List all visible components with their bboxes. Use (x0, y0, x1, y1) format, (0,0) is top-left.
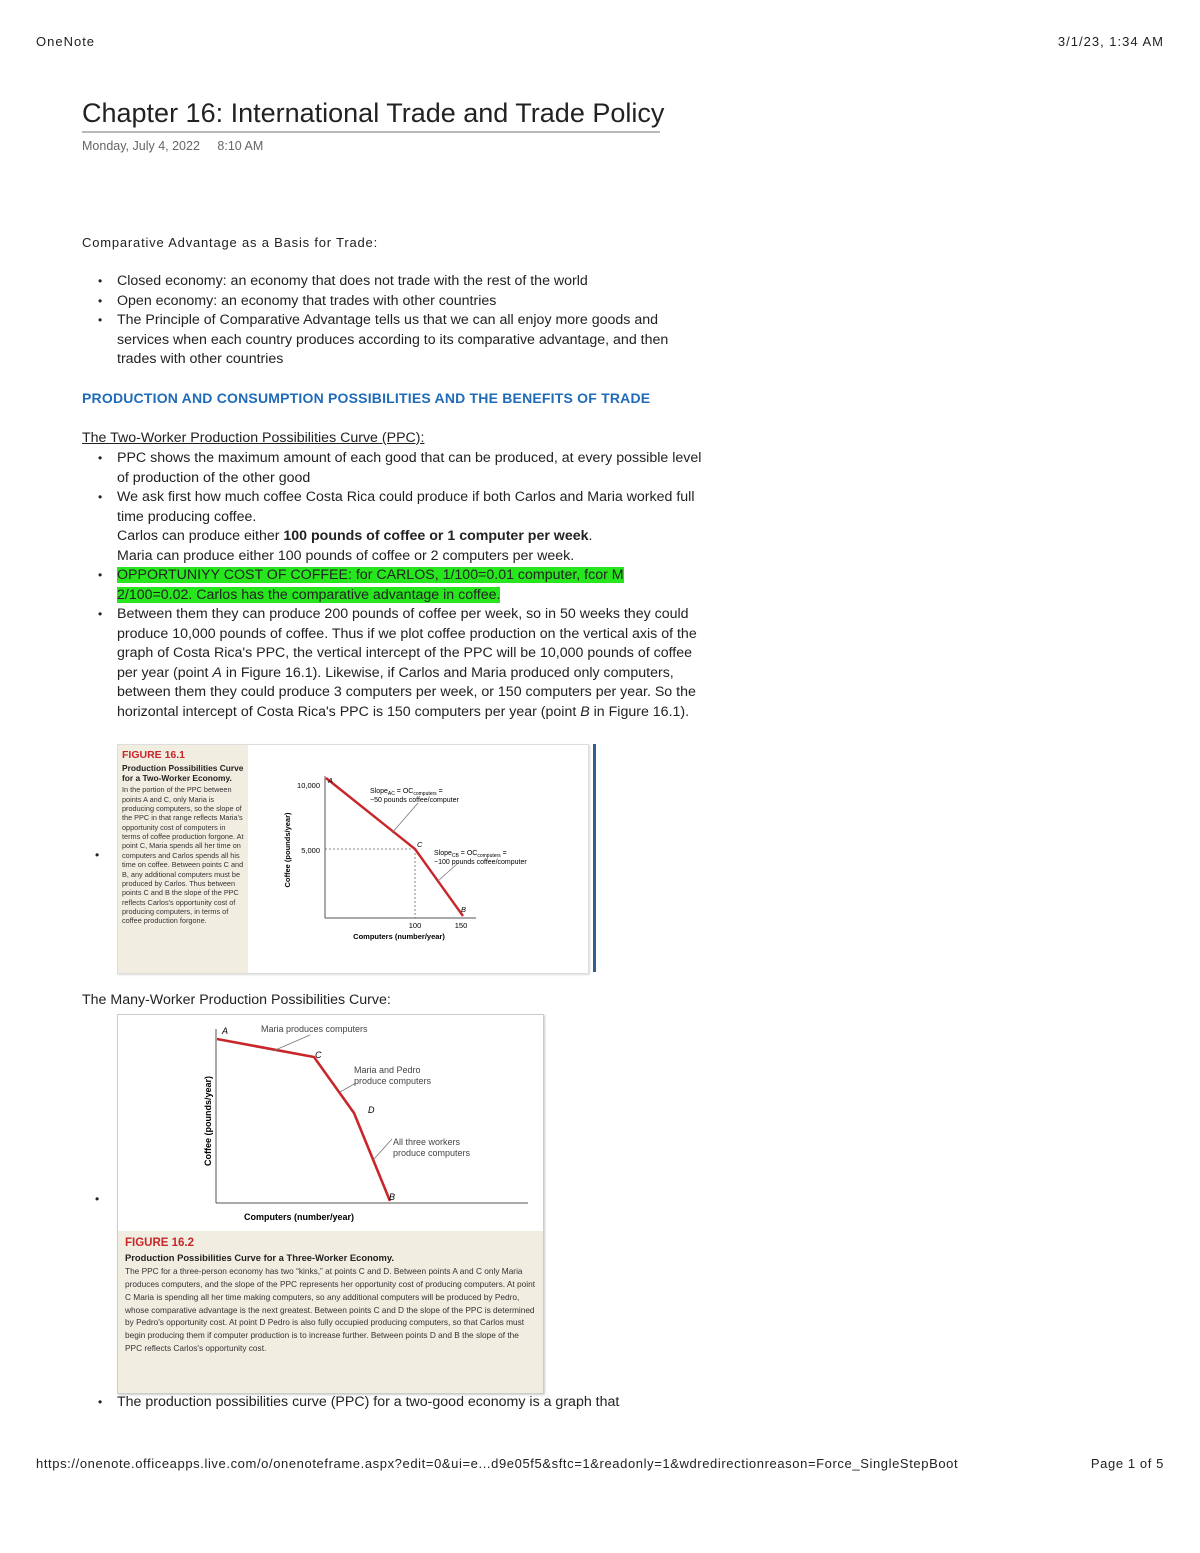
page-title[interactable]: Chapter 16: International Trade and Trade Policy (82, 98, 660, 133)
figure-16-2[interactable] (117, 1014, 544, 1394)
point-b-ref: B (580, 703, 590, 720)
carlos-text (117, 527, 702, 547)
list-item (82, 605, 702, 722)
point-a-ref: A (212, 664, 222, 681)
leader-ac (392, 803, 418, 833)
point-c: C (417, 840, 423, 849)
maria-text: Maria can produce either 100 pounds of coffee or 2 computers per week. (117, 547, 575, 564)
footer-url[interactable]: https://onenote.officeapps.live.com/o/onenoteframe.aspx?edit=0&ui=e...d9e05f5&sftc=1&readonly=1&wdredirectionreason=Force_SingleStepBoot (36, 1456, 959, 1471)
list-item (82, 488, 702, 566)
figure-caption-panel (118, 1231, 543, 1393)
bullet-dot: • (95, 848, 100, 862)
figure-16-2-chart (118, 1015, 543, 1231)
x-tick-100: 100 (408, 921, 422, 930)
section-title: Comparative Advantage as a Basis for Trade: (82, 235, 378, 250)
carlos-post: . (588, 528, 593, 544)
figure-title: Production Possibilities Curve for a Two-Worker Economy. (122, 763, 244, 784)
annotation-all-three-1: All three workers (393, 1137, 461, 1147)
figure-16-1[interactable] (117, 744, 589, 974)
leader-1 (273, 1035, 310, 1051)
x-axis-label: Computers (number/year) (243, 1212, 355, 1222)
between-b: in Figure 16.1). Likewise, if Carlos and Maria produced only computers, between them they could produce 3 computers per week, or 150 computers per year. So the horizontal intercept of Costa Rica's PPC is 150 computers per year (point (117, 664, 696, 720)
annotation-maria-pedro-2: produce computers (354, 1076, 432, 1086)
ask-text: • We ask first how much coffee Costa Rica could produce if both Carlos and Maria worked full time producing coffee. (117, 489, 695, 525)
bullet-list-1 (82, 272, 702, 370)
list-item: • The Principle of Comparative Advantage tells us that we can all enjoy more goods and services when each country produces according to its comparative advantage, and then trades with other countries (82, 311, 702, 370)
point-d: D (368, 1105, 375, 1115)
point-a: A (328, 776, 334, 785)
list-item: • The production possibilities curve (PPC) for a two-good economy is a graph that (82, 1393, 702, 1413)
x-axis-label: Computers (number/year) (353, 932, 445, 941)
figure-caption: The PPC for a three-person economy has two “kinks,” at points C and D. Between points A and C only Maria produces computers, and the slope of the PPC represents her opportunity cost of producing computers. At point C Maria is spending all her time making computers, so any additional computers will be produced by Pedro, whose comparative advantage is the next greatest. Between points C and D the slope of the PPC is determined by Pedro's opportunity cost. At point D Pedro is also fully occupied producing computers, so that Carlos must begin producing them if computer production is to increase further. Between points D and B the slope of the PPC reflects Carlos's opportunity cost. (125, 1266, 536, 1353)
between-c: in Figure 16.1). (589, 703, 690, 720)
bullet-list-2 (82, 449, 702, 722)
y-axis-label: Coffee (pounds/year) (283, 812, 292, 888)
carlos-pre: Carlos can produce either (117, 528, 284, 544)
list-item: • Closed economy: an economy that does not trade with the rest of the world (82, 272, 702, 292)
y-axis-label: Coffee (pounds/year) (203, 1075, 213, 1167)
subheading: The Two-Worker Production Possibilities Curve (PPC): (82, 430, 425, 446)
slope-cb-line1: Slope$_{CB}$ = $OC_{computers}$ = (434, 850, 507, 859)
figure-label: FIGURE 16.1 (122, 749, 186, 761)
figure-title: Production Possibilities Curve for a Three-Worker Economy. (125, 1252, 394, 1263)
annotation-maria-pedro-1: Maria and Pedro (354, 1065, 421, 1075)
bullet-dot: • (95, 1192, 100, 1206)
figure-16-1-chart (118, 745, 588, 973)
between-a: Between them they can produce 200 pounds of coffee per week, so in 50 weeks they could produce 10,000 pounds of coffee. Thus if we plot coffee production on the vertical axis of the graph of Costa Rica's PPC, the vertical intercept of the PPC will be 10,000 pounds of coffee per year (point (117, 606, 697, 681)
figure-caption: In the portion of the PPC between points A and C, only Maria is producing computers, so the slope of the PPC in that range reflects Maria's opportunity cost of computers in terms of coffee production forgone. At point C, Maria spends all her time on computers and Carlos spends all his time on coffee. Between points C and B, any additional computers must be produced by Carlos. Thus between points C and B the slope of the PPC reflects Carlos's opportunity cost of producing computers, in terms of coffee production forgone. (122, 785, 244, 926)
print-datetime: 3/1/23, 1:34 AM (1057, 34, 1164, 49)
ppc-curve (217, 1039, 390, 1201)
page-date-line (82, 139, 277, 153)
carlos-bold: 100 pounds of coffee or 1 computer per week (283, 528, 589, 544)
highlighted-opportunity-cost: OPPORTUNIYY COST OF COFFEE: for CARLOS, 1/100=0.01 computer, fcor M 2/100=0.02. Carlos has the comparative advantage in coffee. (117, 567, 624, 603)
section-heading: PRODUCTION AND CONSUMPTION POSSIBILITIES AND THE BENEFITS OF TRADE (82, 390, 651, 406)
slope-ac-line1: Slope$_{AC}$ = $OC_{computers}$ = (370, 788, 443, 797)
slope-ac-line2: −50 pounds coffee/computer (370, 797, 459, 804)
y-tick-10000: 10,000 (297, 781, 320, 790)
page-time: 8:10 AM (217, 139, 264, 153)
point-b: B (389, 1192, 396, 1202)
point-a: A (222, 1026, 229, 1036)
many-worker-heading: The Many-Worker Production Possibilities Curve: (82, 992, 391, 1008)
annotation-all-three-2: produce computers (393, 1148, 471, 1158)
list-item: • Open economy: an economy that trades with other countries (82, 292, 702, 312)
annotation-maria: Maria produces computers (261, 1024, 368, 1034)
app-name: OneNote (36, 34, 96, 49)
y-tick-5000: 5,000 (301, 846, 320, 855)
leader-3 (374, 1139, 392, 1159)
list-item: • PPC shows the maximum amount of each good that can be produced, at every possible level of production of the other good (82, 449, 702, 488)
point-b: B (461, 905, 467, 914)
figure-right-rule (593, 744, 596, 972)
point-c: C (315, 1050, 322, 1060)
page-number: Page 1 of 5 (1090, 1456, 1164, 1471)
figure-label: FIGURE 16.2 (125, 1237, 195, 1249)
list-item (82, 566, 702, 605)
slope-cb-line2: −100 pounds coffee/computer (434, 859, 527, 866)
x-tick-150: 150 (454, 921, 468, 930)
bullet-list-3 (82, 1393, 702, 1413)
page-date: Monday, July 4, 2022 (82, 139, 200, 153)
